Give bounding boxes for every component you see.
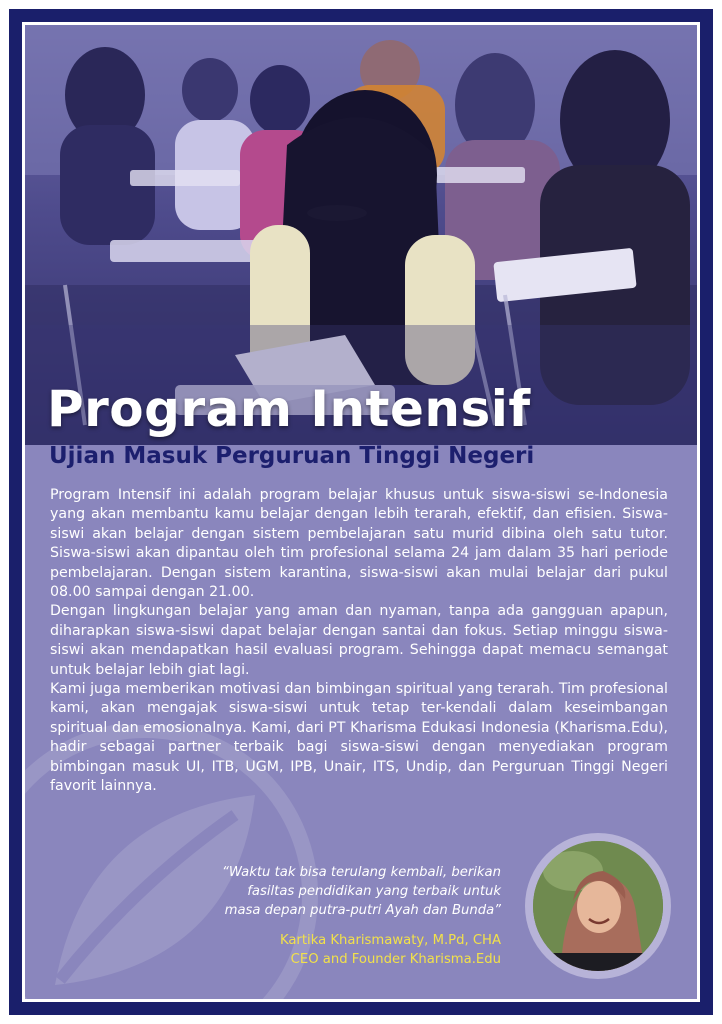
poster-panel [25,25,697,999]
founder-signature [215,931,501,969]
quote-line: “Waktu tak bisa terulang kembali, berikan [222,865,501,880]
page-subtitle: Ujian Masuk Perguruan Tinggi Negeri [49,443,535,469]
poster-frame [9,9,713,1015]
quote-line: masa depan putra-putri Ayah dan Bunda” [224,903,501,918]
founder-quote [165,863,501,920]
avatar [533,841,663,971]
poster-inner-border [22,22,700,1002]
founder-name: Kartika Kharismawaty, M.Pd, CHA [279,933,501,948]
founder-portrait [533,841,663,971]
description-paragraph: Dengan lingkungan belajar yang aman dan nyaman, tanpa ada gangguan apapun, diharapkan siswa-siswi dapat belajar dengan santai dan fokus. Setiap minggu siswa-siswi akan mendapatkan hasil evaluasi program. Sehingga dapat memacu semangat untuk belajar lebih giat lagi. [50,603,668,678]
program-description [50,486,668,797]
description-paragraph: Kami juga memberikan motivasi dan bimbingan spiritual yang terarah. Tim profesional kami, akan mengajak siswa-siswi untuk tetap ter-kendali dalam keseimbangan spiritual dan emosionalnya. Kami, dari PT Kharisma Edukasi Indonesia (Kharisma.Edu), hadir sebagai partner terbaik bagi siswa-siswi dengan menyediakan program bimbingan masuk UI, ITB, UGM, IPB, Unair, ITS, Undip, dan Perguruan Tinggi Negeri favorit lainnya. [50,681,668,795]
description-paragraph: Program Intensif ini adalah program belajar khusus untuk siswa-siswi se-Indonesia yang akan membantu kamu belajar dengan lebih terarah, efektif, dan efisien. Siswa-siswi akan belajar dengan sistem pembelajaran satu murid dibina oleh satu tutor. Siswa-siswi akan dipantau oleh tim profesional selama 24 jam dalam 35 hari periode pembelajaran. Dengan sistem karantina, siswa-siswi akan mulai belajar dari pukul 08.00 sampai dengan 21.00. [50,487,668,601]
founder-avatar-ring [525,833,671,979]
founder-role: CEO and Founder Kharisma.Edu [290,952,501,967]
quote-line: fasiltas pendidikan yang terbaik untuk [247,884,501,899]
page-title: Program Intensif [47,380,531,438]
